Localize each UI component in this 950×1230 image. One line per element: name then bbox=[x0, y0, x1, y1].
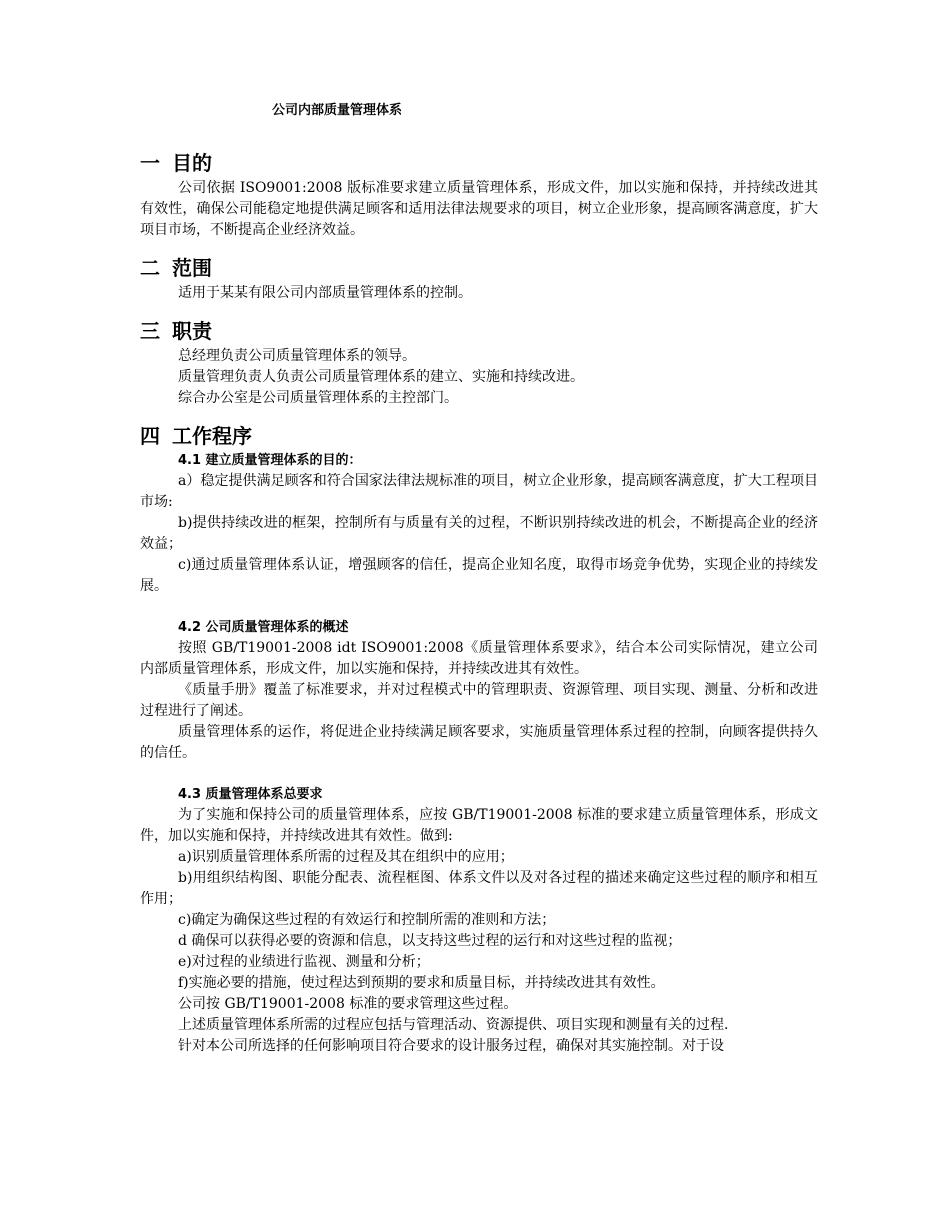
paragraph: 上述质量管理体系所需的过程应包括与管理活动、资源提供、项目实现和测量有关的过程. bbox=[178, 1017, 729, 1033]
subsection-heading: 4.3 质量管理体系总要求 bbox=[178, 787, 323, 802]
paragraph: b)用组织结构图、职能分配表、流程框图、体系文件以及对各过程的描述来确定这些过程的顺序和相互作用； bbox=[140, 870, 818, 907]
paragraph: 针对本公司所选择的任何影响项目符合要求的设计服务过程，确保对其实施控制。对于设 bbox=[178, 1038, 724, 1054]
paragraph: c)确定为确保这些过程的有效运行和控制所需的准则和方法； bbox=[178, 912, 556, 928]
paragraph: 总经理负责公司质量管理体系的领导。 bbox=[178, 348, 416, 364]
paragraph: c)通过质量管理体系认证，增强顾客的信任，提高企业知名度，取得市场竞争优势，实现企业的持续发展。 bbox=[140, 557, 818, 594]
section-title: 目的 bbox=[172, 151, 212, 175]
section-heading-responsibilities bbox=[140, 318, 818, 344]
paragraph: 《质量手册》覆盖了标准要求，并对过程模式中的管理职责、资源管理、项目实现、测量、分析和改进过程进行了阐述。 bbox=[140, 682, 818, 719]
paragraph: 按照 GB/T19001-2008 idt ISO9001:2008《质量管理体系要求》，结合本公司实际情况，建立公司内部质量管理体系，形成文件，加以实施和保持，并持续改进其有效性。 bbox=[140, 640, 818, 677]
paragraph: a)识别质量管理体系所需的过程及其在组织中的应用； bbox=[178, 849, 514, 865]
section-title: 职责 bbox=[172, 319, 212, 343]
section-heading-scope bbox=[140, 255, 818, 281]
paragraph: d 确保可以获得必要的资源和信息，以支持这些过程的运行和对这些过程的监视； bbox=[178, 933, 682, 949]
paragraph: e)对过程的业绩进行监视、测量和分析； bbox=[178, 954, 430, 970]
paragraph: 为了实施和保持公司的质量管理体系，应按 GB/T19001-2008 标准的要求建立质量管理体系，形成文件，加以实施和保持，并持续改进其有效性。做到: bbox=[140, 807, 818, 844]
paragraph: 质量管理负责人负责公司质量管理体系的建立、实施和持续改进。 bbox=[178, 369, 584, 385]
paragraph: a）稳定提供满足顾客和符合国家法律法规标准的项目，树立企业形象，提高顾客满意度，扩大工程项目市场: bbox=[140, 473, 818, 510]
document-title: 公司内部质量管理体系 bbox=[272, 103, 403, 118]
paragraph: 质量管理体系的运作，将促进企业持续满足顾客要求，实施质量管理体系过程的控制，向顾客提供持久的信任。 bbox=[140, 724, 818, 761]
section-title: 工作程序 bbox=[172, 424, 252, 448]
section-title: 范围 bbox=[172, 256, 212, 280]
section-heading-procedure bbox=[140, 423, 818, 449]
paragraph: 公司依据 ISO9001:2008 版标准要求建立质量管理体系，形成文件，加以实施和保持，并持续改进其有效性，确保公司能稳定地提供满足顾客和适用法律法规要求的项目，树立企业形象，提高顾客满意度，扩大项目市场，不断提高企业经济效益。 bbox=[140, 180, 818, 238]
section-heading-purpose bbox=[140, 150, 818, 176]
section-number: 四 bbox=[140, 424, 160, 448]
subsection-heading: 4.1 建立质量管理体系的目的： bbox=[178, 453, 362, 468]
paragraph: 适用于某某有限公司内部质量管理体系的控制。 bbox=[178, 285, 472, 301]
paragraph: 综合办公室是公司质量管理体系的主控部门。 bbox=[178, 390, 458, 406]
subsection-heading: 4.2 公司质量管理体系的概述 bbox=[178, 620, 349, 635]
section-number: 三 bbox=[140, 319, 160, 343]
paragraph: 公司按 GB/T19001-2008 标准的要求管理这些过程。 bbox=[178, 996, 518, 1012]
paragraph: b)提供持续改进的框架，控制所有与质量有关的过程，不断识别持续改进的机会，不断提高企业的经济效益； bbox=[140, 515, 818, 552]
section-number: 二 bbox=[140, 256, 160, 280]
paragraph: f)实施必要的措施，使过程达到预期的要求和质量目标，并持续改进其有效性。 bbox=[178, 975, 665, 991]
section-number: 一 bbox=[140, 151, 160, 175]
